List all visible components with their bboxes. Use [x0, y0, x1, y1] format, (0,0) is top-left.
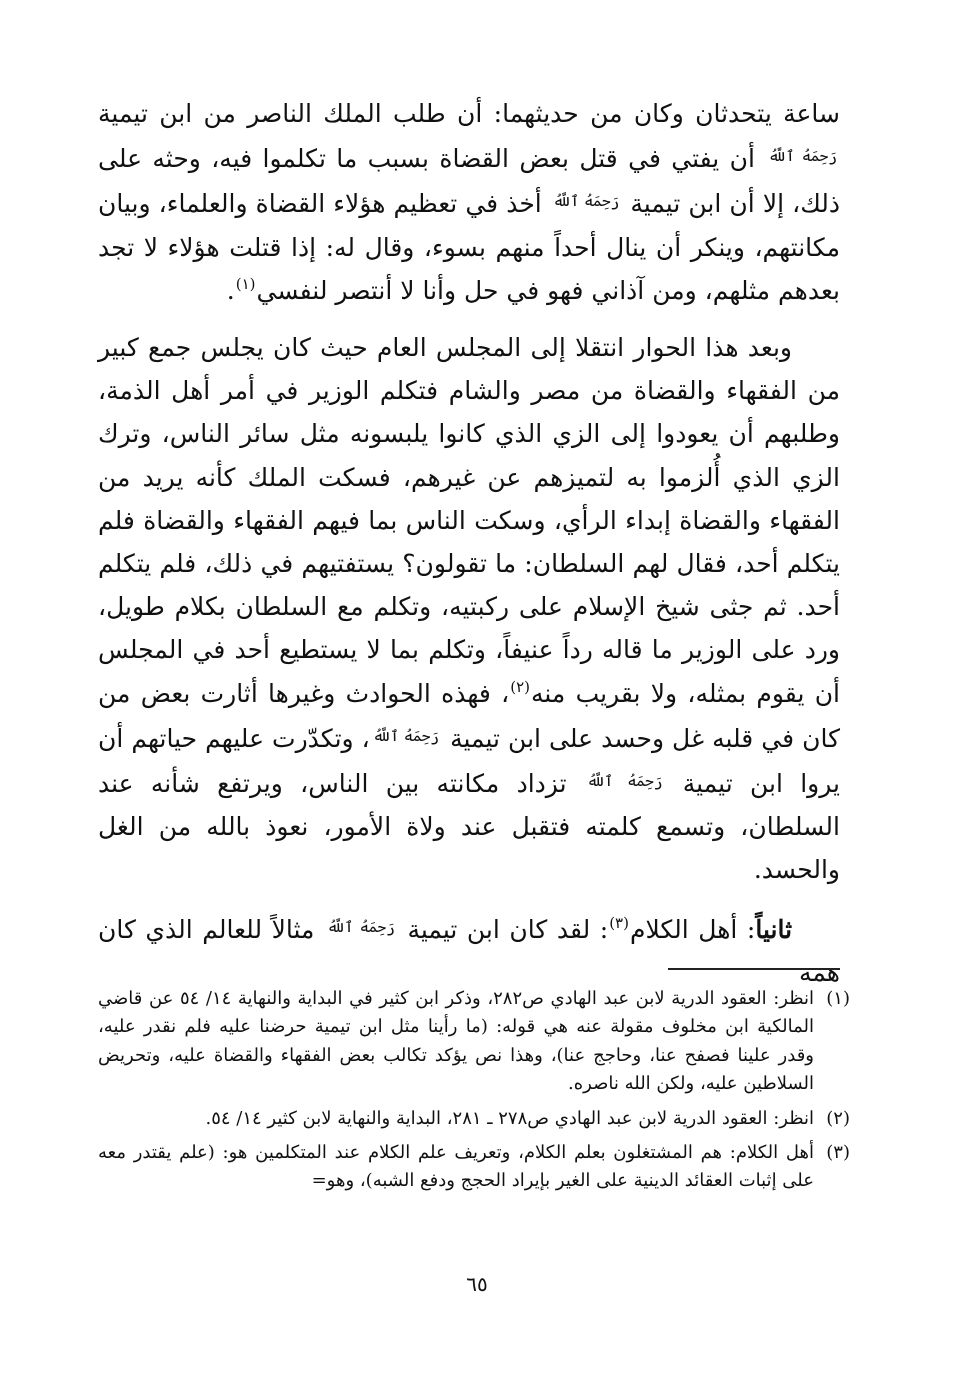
text-run: أن يفتي في قتل بعض القضاة بسبب ما تكلموا فيه، وحثه على ذلك، إلا أن ابن تيمية	[98, 144, 841, 219]
text-run: مثالاً للعالم الذي كان همه	[98, 914, 840, 987]
honorific-glyph: رَحِمَهُ ٱللَّهُ	[552, 192, 620, 211]
paragraph-1	[98, 92, 840, 312]
footnote-number: (١)	[826, 988, 850, 1009]
footnote-text: انظر: العقود الدرية لابن عبد الهادي ص٢٨٢، وذكر ابن كثير في البداية والنهاية ١٤/ ٥٤ عن قاضي المالكية ابن مخلوف مقولة عنه هي قوله: (ما رأينا مثل ابن تيمية حرضنا عليه فلم نقدر عليه، وقدر علينا فصفح عنا، وحاجج عنا)، وهذا نص يؤكد تكالب بعض الفقهاء والقضاة عليه، وتحريض السلاطين عليه، ولكن الله ناصره.	[98, 988, 814, 1095]
footnote-ref-2: (٢)	[510, 678, 530, 697]
text-run: أخذ في تعظيم هؤلاء القضاة والعلماء، وبيان مكانتهم، وينكر أن ينال أحداً منهم بسوء، وقال له: إذا قتلت هؤلاء لا تجد بعدهم مثلهم، ومن آذاني فهو في حل وأنا لا أنتصر لنفسي	[98, 189, 840, 305]
text-run: تزداد مكانته بين الناس، ويرتفع شأنه عند السلطان، وتسمع كلمته فتقبل عند ولاة الأمور، نعوذ بالله من الغل والحسد.	[98, 769, 840, 885]
text-run: .	[226, 275, 235, 305]
footnote	[98, 1105, 850, 1133]
footnote	[98, 985, 850, 1099]
honorific-glyph: رَحِمَهُ ٱللَّهُ	[326, 917, 395, 936]
text-run: ساعة يتحدثان وكان من حديثهما: أن طلب الملك الناصر من ابن تيمية	[98, 99, 840, 128]
honorific-glyph: رَحِمَهُ ٱللَّهُ	[768, 147, 838, 166]
honorific-glyph: رَحِمَهُ ٱللَّهُ	[586, 772, 663, 791]
footnote-number: (٣)	[826, 1142, 850, 1164]
text-run: : لقد كان ابن تيمية	[407, 914, 609, 944]
text-run: : أهل الكلام	[629, 914, 756, 944]
text-run: وبعد هذا الحوار انتقلا إلى المجلس العام حيث كان يجلس جمع كبير من الفقهاء والقضاة من مصر والشام فتكلم الوزير في أمر أهل الذمة، وطلبهم أن يعودوا إلى الزي الذي كانوا يلبسونه مثل سائر الناس، وترك الزي الذي أُلزموا به لتميزهم عن غيرهم، فسكت الملك كأنه يريد من الفقهاء والقضاة إبداء الرأي، وسكت الناس بما فيهم الفقهاء والقضاة فلم يتكلم أحد، فقال لهم السلطان: ما تقولون؟ يستفتيهم في ذلك، فلم يتكلم أحد. ثم جثى شيخ الإسلام على ركبتيه، وتكلم مع السلطان بكلام طويل، ورد على الوزير ما قاله رداً عنيفاً، وتكلم بما لا يستطيع أحد في المجلس أن يقوم بمثله، ولا بقريب منه	[98, 333, 840, 708]
page-number: ٦٥	[466, 1272, 488, 1296]
footnote-text: أهل الكلام: هم المشتغلون بعلم الكلام، وتعريف علم الكلام عند المتكلمين هو: (علم يقتدر معه على إثبات العقائد الدينية على الغير بإيراد الحجج ودفع الشبه)، وهو=	[98, 1142, 814, 1192]
section-lead: ثانياً	[755, 914, 793, 944]
footnote-ref-3: (٣)	[609, 914, 629, 933]
footnote-number: (٢)	[826, 1107, 850, 1129]
footnote-separator	[668, 968, 840, 970]
paragraph-2	[98, 326, 840, 892]
paragraph-3	[98, 906, 840, 994]
main-text	[98, 92, 840, 994]
footnote	[98, 1139, 850, 1196]
footnote-ref-1: (١)	[235, 275, 256, 294]
footnote-text: انظر: العقود الدرية لابن عبد الهادي ص٢٧٨ ـ ٢٨١، البداية والنهاية لابن كثير ١٤/ ٥٤.	[205, 1107, 814, 1129]
honorific-glyph: رَحِمَهُ ٱللَّهُ	[372, 726, 440, 745]
footnotes	[98, 985, 850, 1202]
text-run: ، وتكدّرت عليهم حياتهم أن يروا ابن تيمية	[98, 723, 840, 799]
text-run: ، فهذه الحوادث وغيرها أثارت بعض من كان في قلبه غل وحسد على ابن تيمية	[98, 678, 840, 753]
